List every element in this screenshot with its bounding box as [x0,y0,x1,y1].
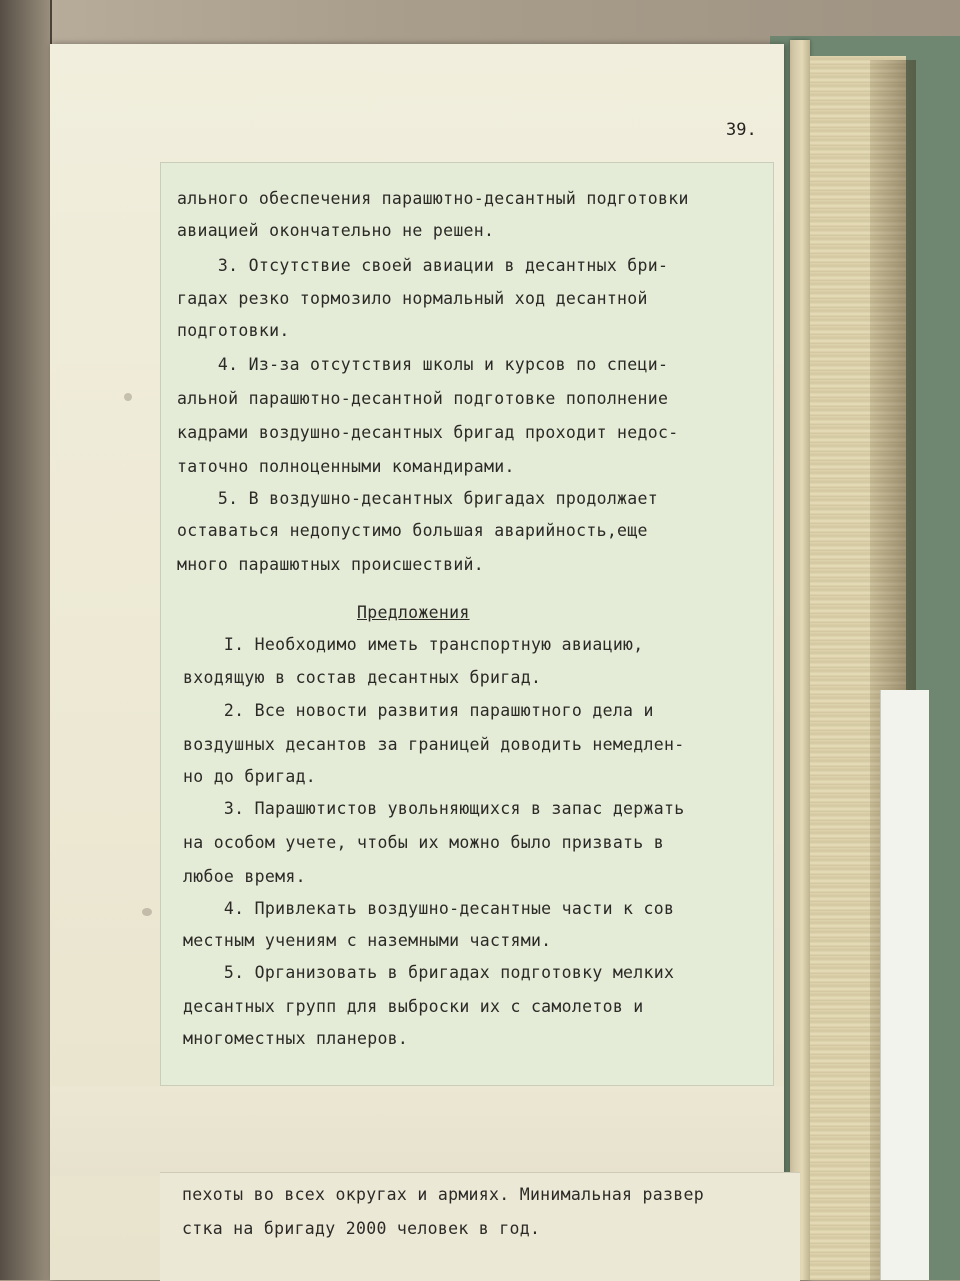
proposal-line: 2. Все новости развития парашютного дела и [183,701,654,720]
pasted-insert-sheet [160,162,774,1086]
text-line: подготовки. [177,321,290,340]
text-line: 5. В воздушно-десантных бригадах продолжает [177,489,658,508]
page-number: 39. [726,120,757,140]
text-line: авиацией окончательно не решен. [177,221,495,240]
lower-text-line: стка на бригаду 2000 человек в год. [182,1219,541,1238]
proposal-line: воздушных десантов за границей доводить немедлен- [183,735,685,754]
text-line: альной парашютно-десантной подготовке пополнение [177,389,669,408]
paper-stain [124,393,132,401]
text-line: много парашютных происшествий. [177,555,485,574]
proposal-line: входящую в состав десантных бригад. [183,668,542,687]
text-line: таточно полноценными командирами. [177,457,515,476]
proposal-line: но до бригад. [183,767,317,786]
proposal-line: 3. Парашютистов увольняющихся в запас держать [183,799,685,818]
page-lower-area [50,1086,784,1176]
proposal-line: 5. Организовать в бригадах подготовку мелких [183,963,675,982]
text-line: гадах резко тормозило нормальный ход десантной [177,289,648,308]
text-line: кадрами воздушно-десантных бригад проходит недос- [177,423,679,442]
text-line: 4. Из-за отсутствия школы и курсов по специ- [177,355,669,374]
lower-text-line: пехоты во всех округах и армиях. Минимальная развер [182,1185,704,1204]
lower-sheet [160,1172,800,1281]
text-line: 3. Отсутствие своей авиации в десантных бри- [177,256,669,275]
proposal-line: 4. Привлекать воздушно-десантные части к сов [183,899,675,918]
left-page-edge [0,0,52,1280]
proposals-heading: Предложения [357,603,470,622]
proposal-line: многоместных планеров. [183,1029,409,1048]
proposal-line: десантных групп для выброски их с самолетов и [183,997,644,1016]
text-line: ального обеспечения парашютно-десантный подготовки [177,189,689,208]
paper-stain [142,908,152,916]
proposal-line: любое время. [183,867,306,886]
text-line: оставаться недопустимо большая аварийность,еще [177,521,648,540]
binder-spine [790,40,810,1280]
proposal-line: I. Необходимо иметь транспортную авиацию, [183,635,644,654]
proposal-line: местным учениям с наземными частями. [183,931,552,950]
bookmark-slip [880,690,929,1280]
proposal-line: на особом учете, чтобы их можно было призвать в [183,833,664,852]
